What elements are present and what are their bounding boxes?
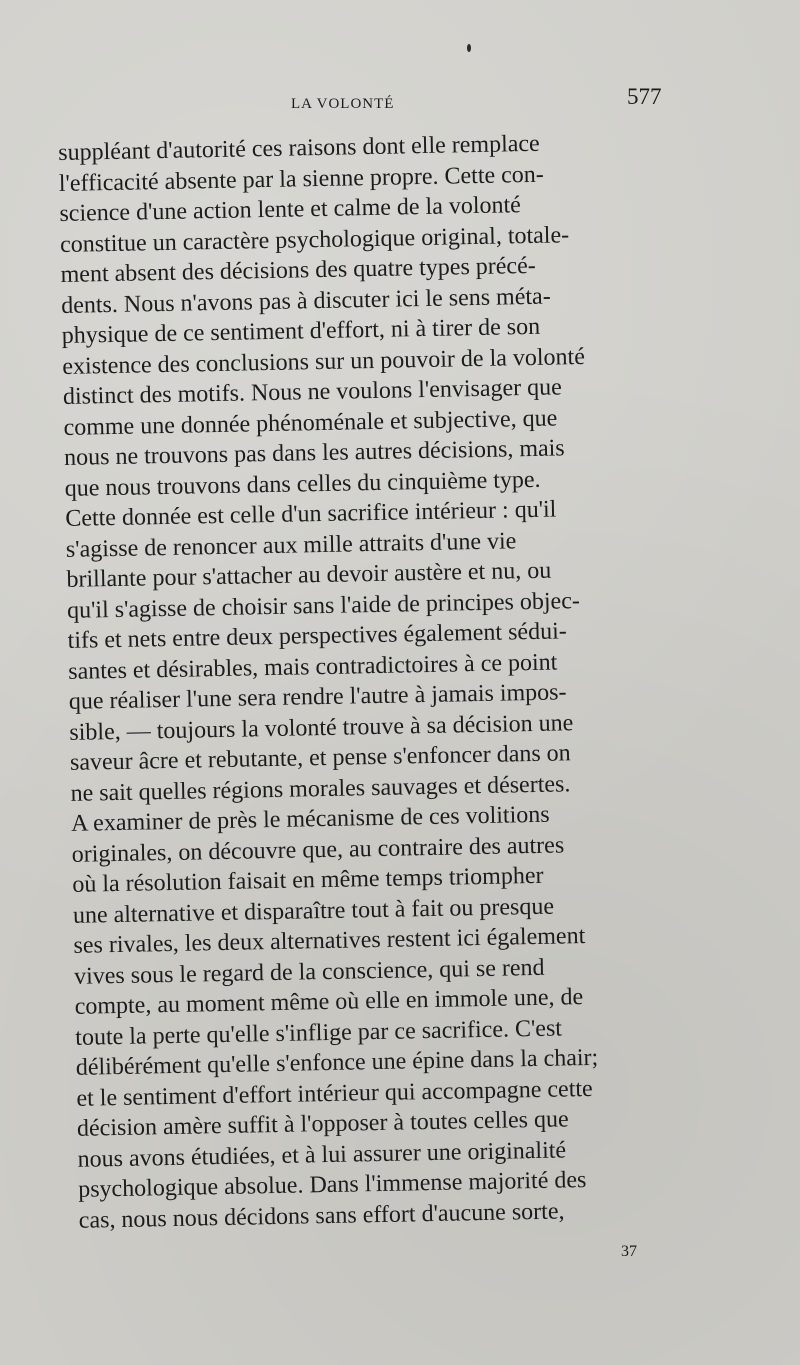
text-line: dents. Nous n'avons pas à discuter ici le sens méta- [60, 283, 551, 319]
text-line: saveur âcre et rebutante, et pense s'enfoncer dans on [69, 740, 571, 776]
text-line: où la résolution faisait en même temps triompher [72, 862, 544, 898]
text-line: nous avons étudiées, et à lui assurer une originalité [77, 1136, 567, 1173]
text-line: que nous trouvons dans celles du cinquième type. [64, 466, 541, 502]
text-line: brillante pour s'attacher au devoir austère et nu, ou [66, 557, 552, 593]
text-line: originales, on découvre que, au contraire des autres [71, 831, 565, 868]
text-line: tifs et nets entre deux perspectives également sédui- [67, 618, 567, 654]
text-line: qu'il s'agisse de choisir sans l'aide de principes objec- [66, 587, 581, 624]
text-line: ne sait quelles régions morales sauvages et désertes. [70, 770, 571, 807]
text-line: décision amère suffit à l'opposer à toutes celles que [76, 1106, 569, 1142]
text-line: distinct des motifs. Nous ne voulons l'envisager que [62, 374, 563, 410]
text-line: physique de ce sentiment d'effort, ni à tirer de son [61, 313, 541, 349]
text-line: une alternative et disparaître tout à fait ou presque [72, 893, 555, 929]
text-line: toute la perte qu'elle s'inflige par ce sacrifice. C'est [75, 1014, 563, 1051]
text-line: sible, — toujours la volonté trouve à sa décision une [69, 709, 574, 746]
text-line: A examiner de près le mécanisme de ces volitions [70, 801, 550, 837]
text-line: ses rivales, les deux alternatives restent ici également [73, 923, 586, 959]
text-line: nous ne trouvons pas dans les autres décisions, mais [63, 435, 565, 471]
text-line: Cette donnée est celle d'un sacrifice intérieur : qu'il [65, 496, 557, 532]
text-line: que réaliser l'une sera rendre l'autre à jamais impos- [68, 679, 567, 715]
text-line: délibérément qu'elle s'enfonce une épine dans la chair; [75, 1044, 599, 1081]
text-line: ment absent des décisions des quatre types précé- [60, 252, 536, 288]
text-line: constitue un caractère psychologique original, totale- [59, 221, 570, 258]
ink-mark [467, 44, 471, 52]
signature-mark: 37 [621, 1243, 637, 1260]
text-line: compte, au moment même où elle en immole une, de [74, 984, 584, 1020]
text-line: vives sous le regard de la conscience, qui se rend [73, 954, 545, 990]
text-line: et le sentiment d'effort intérieur qui accompagne cette [76, 1075, 593, 1112]
text-line: cas, nous nous décidons sans effort d'aucune sorte, [78, 1197, 565, 1234]
text-line: l'efficacité absente par la sienne propre. Cette con- [58, 161, 545, 197]
running-head: LA VOLONTÉ [291, 96, 395, 112]
body-text [58, 126, 699, 1236]
text-line: existence des conclusions sur un pouvoir de la volonté [62, 343, 586, 380]
page-number: 577 [627, 84, 662, 109]
text-line: comme une donnée phénoménale et subjective, que [63, 404, 558, 441]
text-line: science d'une action lente et calme de la volonté [59, 192, 522, 227]
text-line: santes et désirables, mais contradictoires à ce point [67, 649, 558, 685]
text-line: s'agisse de renoncer aux mille attraits d'une vie [65, 527, 517, 563]
text-line: psychologique absolue. Dans l'immense majorité des [77, 1167, 587, 1203]
text-line: suppléant d'autorité ces raisons dont elle remplace [58, 130, 540, 166]
